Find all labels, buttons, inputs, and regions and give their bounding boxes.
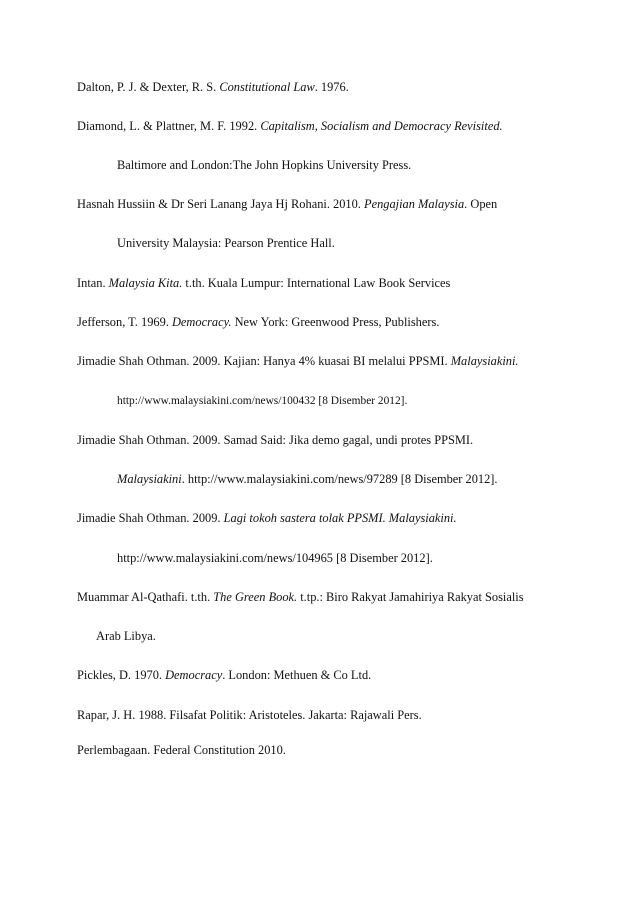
text: . London: Methuen & Co Ltd. [222, 668, 372, 682]
reference-line [117, 550, 433, 566]
text: Hasnah Hussiin & Dr Seri Lanang Jaya Hj Rohani. 2010. [77, 197, 365, 211]
reference-line [77, 275, 450, 291]
text: t.th. Kuala Lumpur: International Law Book Services [182, 276, 451, 290]
text: http://www.malaysiakini.com/news/104965 [8 Disember 2012]. [117, 551, 433, 565]
italic-text: Democracy. [171, 315, 232, 329]
italic-text: Constitutional Law [219, 80, 315, 94]
italic-text: Capitalism, Socialism and Democracy Revisited. [260, 119, 503, 133]
text: New York: Greenwood Press, Publishers. [231, 315, 440, 329]
reference-line [77, 432, 473, 448]
reference-line [117, 235, 335, 251]
italic-text: Democracy [165, 668, 223, 682]
text: University Malaysia: Pearson Prentice Hall. [117, 236, 335, 250]
italic-text: Pengajian Malaysia [364, 197, 465, 211]
italic-text: Lagi tokoh sastera tolak PPSMI. Malaysiakini. [223, 511, 457, 525]
reference-line [117, 471, 498, 487]
text: http://www.malaysiakini.com/news/100432 [117, 395, 319, 407]
italic-text: Malaysia Kita. [108, 276, 183, 290]
reference-line [77, 353, 519, 369]
italic-text: Malaysiakini [117, 472, 182, 486]
text: . Open [464, 197, 498, 211]
text: [8 Disember 2012]. [318, 395, 408, 407]
text: Jimadie Shah Othman. 2009. [77, 511, 224, 525]
reference-line [117, 393, 407, 409]
reference-line [77, 79, 349, 95]
reference-line [77, 196, 497, 212]
text: Muammar Al-Qathafi. t.th. [77, 590, 214, 604]
text: . http://www.malaysiakini.com/news/97289 [8 Disember 2012]. [181, 472, 498, 486]
text: Arab Libya. [96, 629, 156, 643]
italic-text: Malaysiakini. [450, 354, 519, 368]
reference-line [77, 667, 371, 683]
text: Jimadie Shah Othman. 2009. Samad Said: Jika demo gagal, undi protes PPSMI. [77, 433, 474, 447]
text: Dalton, P. J. & Dexter, R. S. [77, 80, 220, 94]
text: Jefferson, T. 1969. [77, 315, 172, 329]
text: Jimadie Shah Othman. 2009. Kajian: Hanya 4% kuasai BI melalui PPSMI. [77, 354, 451, 368]
reference-line [77, 707, 422, 723]
text: Perlembagaan. Federal Constitution 2010. [77, 743, 286, 757]
reference-line [77, 742, 286, 758]
text: t.tp.: Biro Rakyat Jamahiriya Rakyat Sosialis [297, 590, 524, 604]
text: Baltimore and London:The John Hopkins University Press. [117, 158, 412, 172]
text: Diamond, L. & Plattner, M. F. 1992. [77, 119, 261, 133]
text: Intan. [77, 276, 109, 290]
reference-line [77, 118, 503, 134]
reference-line [77, 314, 439, 330]
text: Pickles, D. 1970. [77, 668, 166, 682]
reference-line [77, 589, 524, 605]
reference-line [117, 157, 411, 173]
italic-text: The Green Book. [213, 590, 298, 604]
text: . 1976. [314, 80, 349, 94]
reference-line [77, 510, 457, 526]
reference-line [96, 628, 156, 644]
text: Rapar, J. H. 1988. Filsafat Politik: Aristoteles. Jakarta: Rajawali Pers. [77, 708, 422, 722]
